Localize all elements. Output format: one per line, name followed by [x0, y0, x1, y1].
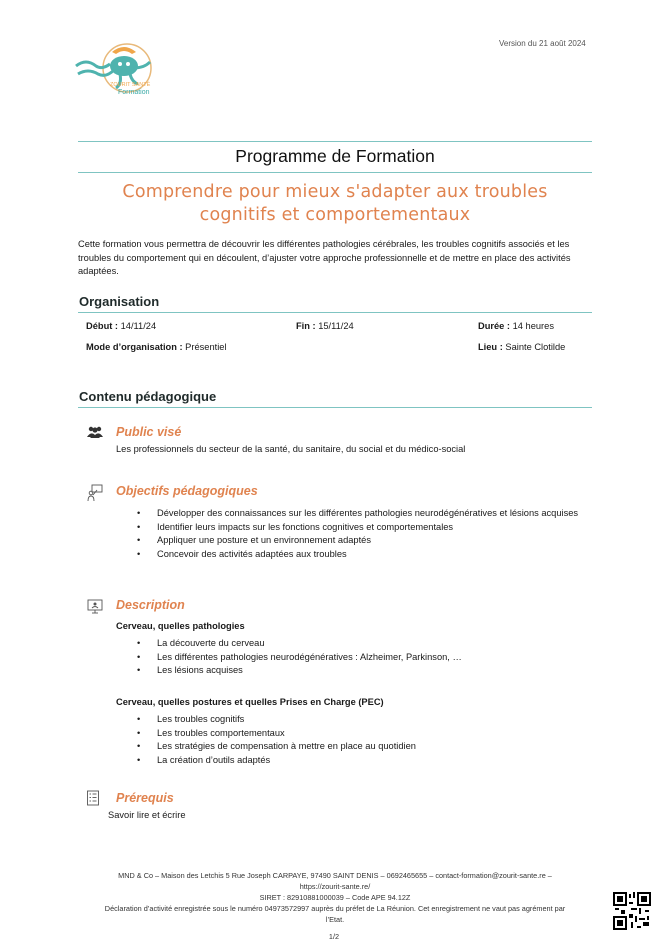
- prerequis-heading: Prérequis: [116, 791, 174, 805]
- mode-label: Mode d’organisation :: [86, 342, 183, 352]
- logo-text-top: ZOURIT SANTÉ: [110, 82, 151, 88]
- page-number: 1/2: [328, 932, 340, 941]
- description-group2-title: Cerveau, quelles postures et quelles Prises en Charge (PEC): [116, 697, 384, 707]
- prerequis-text: Savoir lire et écrire: [108, 810, 186, 820]
- end-date: [296, 321, 354, 331]
- list-item: • Appliquer une posture et un environnement adaptés: [137, 534, 592, 548]
- title-bottom-rule: [78, 172, 592, 173]
- organisation-rule: [78, 312, 592, 313]
- start-date: [86, 321, 156, 331]
- list-item: • La création d’outils adaptés: [137, 754, 592, 768]
- list-item: • Concevoir des activités adaptées aux troubles: [137, 548, 592, 562]
- list-item: • Les troubles comportementaux: [137, 727, 592, 741]
- contenu-heading: Contenu pédagogique: [79, 389, 217, 404]
- people-icon: [86, 425, 104, 441]
- presenter-icon: [86, 484, 104, 500]
- page-title: Programme de Formation: [235, 146, 435, 166]
- list-item: • Les stratégies de compensation à mettre en place au quotidien: [137, 740, 592, 754]
- objectifs-list: [137, 507, 592, 561]
- logo-text-bottom: Formation: [118, 89, 150, 96]
- footer-declaration: Déclaration d’activité enregistrée sous le numéro 04973572997 auprès du préfet de La Réunion. Cet enregistrement ne vaut pas agrément par l’Etat.: [104, 904, 566, 924]
- mode-value: Présentiel: [182, 342, 227, 352]
- public-heading: Public visé: [116, 425, 182, 439]
- public-text: Les professionnels du secteur de la santé, du sanitaire, du social et du médico-social: [116, 444, 466, 454]
- version-date: Version du 21 août 2024: [499, 39, 586, 48]
- description-heading: Description: [116, 598, 185, 612]
- footer-address: MND & Co – Maison des Letchis 5 Rue Joseph CARPAYE, 97490 SAINT DENIS – 0692465655 – contact-formation@zourit-sante.re –: [118, 871, 552, 880]
- start-date-value: 14/11/24: [118, 321, 157, 331]
- training-subtitle: [78, 181, 592, 227]
- duration: [478, 321, 554, 331]
- duration-value: 14 heures: [510, 321, 554, 331]
- list-item: • Les lésions acquises: [137, 664, 592, 678]
- intro-paragraph: Cette formation vous permettra de découvrir les différentes pathologies cérébrales, les troubles cognitifs associés et les troubles du comportement qui en découlent, d’ajuster votre approche professionnelle et de mettre en place des activités adaptées.: [78, 239, 571, 276]
- footer-website: https://zourit-sante.re/: [299, 882, 371, 891]
- organisation-mode: [86, 342, 227, 352]
- list-item: • Identifier leurs impacts sur les fonctions cognitives et comportementales: [137, 521, 592, 535]
- end-date-label: Fin :: [296, 321, 316, 331]
- location-label: Lieu :: [478, 342, 503, 352]
- description-group1-title: Cerveau, quelles pathologies: [116, 621, 245, 631]
- subtitle-line: cognitifs et comportementaux: [199, 205, 471, 225]
- subtitle-line: Comprendre pour mieux s'adapter aux troubles: [122, 182, 548, 202]
- checklist-icon: [86, 790, 104, 806]
- qr-code-icon: [613, 892, 651, 930]
- description-group1-list: [137, 637, 592, 678]
- objectifs-heading: Objectifs pédagogiques: [116, 484, 258, 498]
- logo-text: [110, 82, 150, 96]
- start-date-label: Début :: [86, 321, 119, 331]
- list-item: • Les troubles cognitifs: [137, 713, 592, 727]
- organisation-heading: Organisation: [79, 294, 160, 309]
- location: [478, 342, 565, 352]
- duration-label: Durée :: [478, 321, 511, 331]
- footer-siret: SIRET : 82910881000039 – Code APE 94.12Z: [259, 893, 411, 902]
- screen-icon: [86, 598, 104, 614]
- list-item: • Développer des connaissances sur les différentes pathologies neurodégénératives et lésions acquises: [137, 507, 592, 521]
- end-date-value: 15/11/24: [315, 321, 354, 331]
- title-top-rule: [78, 141, 592, 142]
- contenu-rule: [78, 407, 592, 408]
- list-item: • Les différentes pathologies neurodégénératives : Alzheimer, Parkinson, …: [137, 651, 592, 665]
- location-value: Sainte Clotilde: [502, 342, 566, 352]
- list-item: • La découverte du cerveau: [137, 637, 592, 651]
- footer: [80, 870, 590, 925]
- description-group2-list: [137, 713, 592, 767]
